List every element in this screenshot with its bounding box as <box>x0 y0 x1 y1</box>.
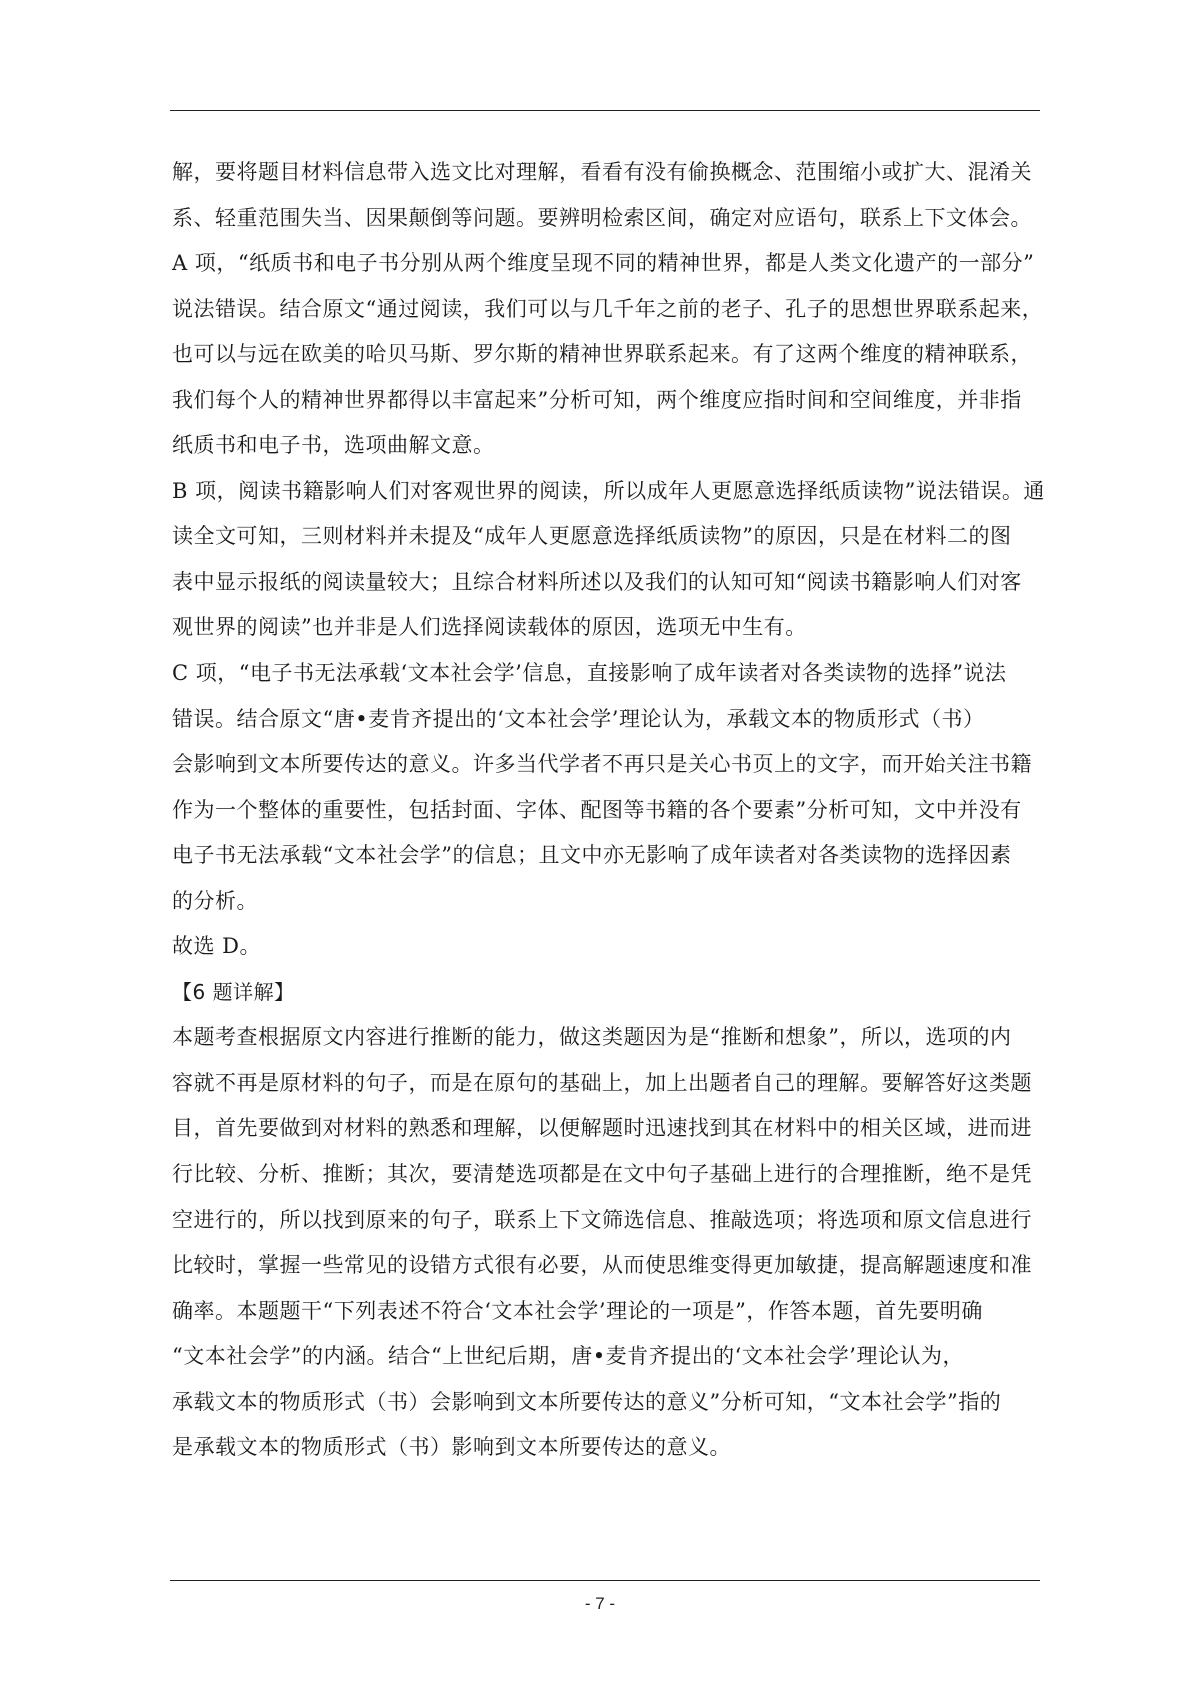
text-line: 会影响到文本所要传达的意义。许多当代学者不再只是关心书页上的文字，而开始关注书籍 <box>172 752 1032 777</box>
text-line: 的分析。 <box>172 888 258 913</box>
header-rule <box>170 110 1040 111</box>
text-line: 是承载文本的物质形式（书）影响到文本所要传达的意义。 <box>172 1435 731 1460</box>
text-line: B 项，阅读书籍影响人们对客观世界的阅读，所以成年人更愿意选择纸质读物”说法错误。通 <box>172 478 1045 503</box>
document-body <box>172 150 1045 1471</box>
text-line: 确率。本题题干“下列表述不符合‘文本社会学’理论的一项是”，作答本题，首先要明确 <box>172 1298 983 1323</box>
text-line: 错误。结合原文“唐•麦肯齐提出的‘文本社会学’理论认为，承载文本的物质形式（书） <box>172 706 985 731</box>
text-line: 空进行的，所以找到原来的句子，联系上下文筛选信息、推敲选项；将选项和原文信息进行 <box>172 1207 1032 1232</box>
text-line: “文本社会学”的内涵。结合“上世纪后期，唐•麦肯齐提出的‘文本社会学’理论认为， <box>172 1344 964 1369</box>
text-line: 读全文可知，三则材料并未提及“成年人更愿意选择纸质读物”的原因，只是在材料二的图 <box>172 524 1012 549</box>
text-line: 行比较、分析、推断；其次，要清楚选项都是在文中句子基础上进行的合理推断，绝不是凭 <box>172 1162 1032 1187</box>
text-line: 承载文本的物质形式（书）会影响到文本所要传达的意义”分析可知，“文本社会学”指的 <box>172 1389 1002 1414</box>
text-line: 比较时，掌握一些常见的设错方式很有必要，从而使思维变得更加敏捷，提高解题速度和准 <box>172 1253 1032 1278</box>
section-heading: 【6 题详解】 <box>172 979 295 1004</box>
text-line: A 项，“纸质书和电子书分别从两个维度呈现不同的精神世界，都是人类文化遗产的一部分” <box>172 251 1035 276</box>
text-line: 作为一个整体的重要性，包括封面、字体、配图等书籍的各个要素”分析可知，文中并没有 <box>172 797 1022 822</box>
page-number: - 7 - <box>584 1594 616 1613</box>
text-line: 观世界的阅读”也并非是人们选择阅读载体的原因，选项无中生有。 <box>172 615 807 640</box>
text-line: 表中显示报纸的阅读量较大；且综合材料所述以及我们的认知可知“阅读书籍影响人们对客 <box>172 569 1022 594</box>
text-line: 我们每个人的精神世界都得以丰富起来”分析可知，两个维度应指时间和空间维度，并非指 <box>172 387 1022 412</box>
answer-line: 故选 D。 <box>172 934 262 959</box>
text-line: 系、轻重范围失当、因果颠倒等问题。要辨明检索区间，确定对应语句，联系上下文体会。 <box>172 205 1032 230</box>
text-line: 目，首先要做到对材料的熟悉和理解，以便解题时迅速找到其在材料中的相关区域，进而进 <box>172 1116 1032 1141</box>
text-line: 电子书无法承载“文本社会学”的信息；且文中亦无影响了成年读者对各类读物的选择因素 <box>172 843 1012 868</box>
text-line: 本题考查根据原文内容进行推断的能力，做这类题因为是“推断和想象”，所以，选项的内 <box>172 1025 1012 1050</box>
footer-rule <box>170 1580 1040 1581</box>
text-line: 容就不再是原材料的句子，而是在原句的基础上，加上出题者自己的理解。要解答好这类题 <box>172 1070 1032 1095</box>
text-line: C 项，“电子书无法承载‘文本社会学’信息，直接影响了成年读者对各类读物的选择”说法 <box>172 661 1007 686</box>
text-line: 也可以与远在欧美的哈贝马斯、罗尔斯的精神世界联系起来。有了这两个维度的精神联系， <box>172 342 1032 367</box>
text-line: 说法错误。结合原文“通过阅读，我们可以与几千年之前的老子、孔子的思想世界联系起来， <box>172 296 1044 321</box>
text-line: 纸质书和电子书，选项曲解文意。 <box>172 433 495 458</box>
text-line: 解，要将题目材料信息带入选文比对理解，看看有没有偷换概念、范围缩小或扩大、混淆关 <box>172 160 1032 184</box>
